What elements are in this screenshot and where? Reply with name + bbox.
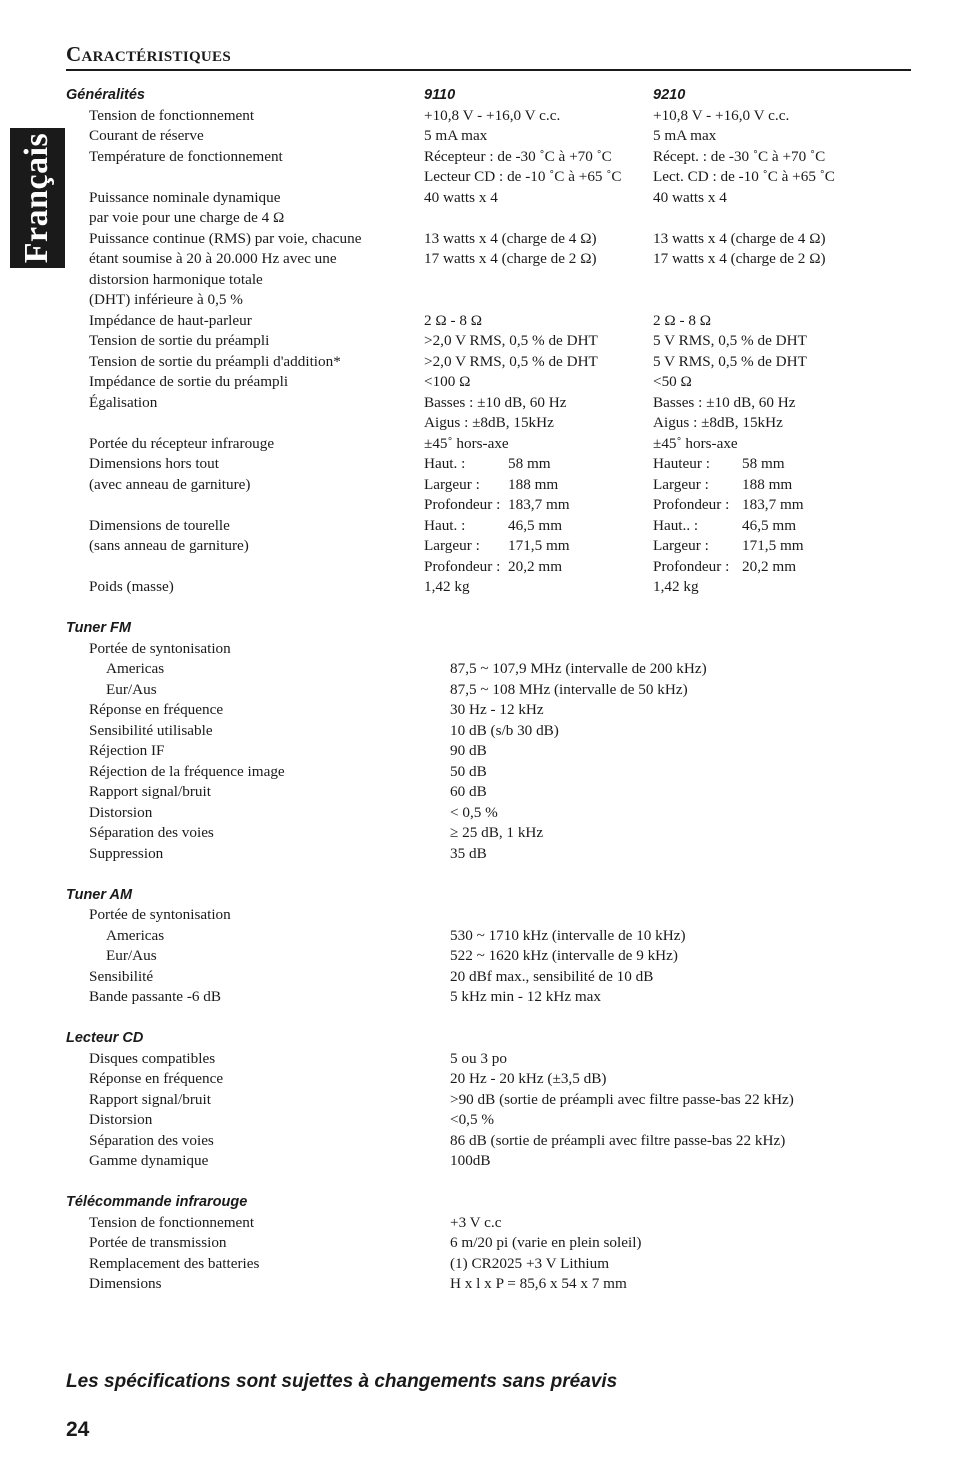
dimension-label: Dimensions de tourelle xyxy=(89,516,230,534)
dimension-row xyxy=(66,536,911,557)
remote-spec-value: H x l x P = 85,6 x 54 x 7 mm xyxy=(450,1275,627,1292)
spec-row xyxy=(66,413,911,434)
spec-row xyxy=(66,188,911,209)
am-spec-row xyxy=(66,967,911,988)
remote-spec-value: (1) CR2025 +3 V Lithium xyxy=(450,1254,610,1272)
am-spec-value: 530 ~ 1710 kHz (intervalle de 10 kHz) xyxy=(450,926,686,944)
dimension-value-9210: 20,2 mm xyxy=(742,557,797,575)
spec-row xyxy=(66,270,911,291)
specifications-notice: Les spécifications sont sujettes à changements sans préavis xyxy=(66,1371,618,1392)
spec-value-9210: Récept. : de -30 ˚C à +70 ˚C xyxy=(653,147,826,165)
spec-label: Tension de fonctionnement xyxy=(89,106,255,124)
weight-row xyxy=(66,577,911,598)
dimension-value-9110: 183,7 mm xyxy=(508,496,570,513)
spec-label: Égalisation xyxy=(89,393,158,411)
dimension-key-9110: Largeur : xyxy=(424,475,480,493)
am-spec-row xyxy=(66,926,911,947)
spec-value-9210: Basses : ±10 dB, 60 Hz xyxy=(653,393,796,411)
spec-row xyxy=(66,249,911,270)
am-spec-value: 522 ~ 1620 kHz (intervalle de 9 kHz) xyxy=(450,947,678,964)
cd-spec-label: Séparation des voies xyxy=(89,1131,214,1149)
remote-spec-row xyxy=(66,1274,911,1295)
cd-spec-label: Rapport signal/bruit xyxy=(89,1090,211,1108)
cd-section-header xyxy=(66,1028,911,1049)
spec-value-9110: >2,0 V RMS, 0,5 % de DHT xyxy=(424,352,598,370)
am-spec-label: Sensibilité xyxy=(89,967,154,985)
dimension-label: (avec anneau de garniture) xyxy=(89,475,251,493)
dimension-key-9210: Profondeur : xyxy=(653,557,730,575)
cd-spec-row xyxy=(66,1069,911,1090)
spec-label: Puissance continue (RMS) par voie, chacune xyxy=(89,229,362,247)
fm-spec-row xyxy=(66,700,911,721)
am-spec-value: 5 kHz min - 12 kHz max xyxy=(450,988,601,1005)
spec-value-9210: Aigus : ±8dB, 15kHz xyxy=(653,414,783,431)
fm-spec-label: Eur/Aus xyxy=(106,680,157,698)
cd-spec-label: Disques compatibles xyxy=(89,1049,216,1067)
remote-rows xyxy=(66,1213,911,1295)
spec-value-9210: ±45˚ hors-axe xyxy=(653,434,738,452)
remote-spec-row xyxy=(66,1254,911,1275)
spec-value-9210: +10,8 V - +16,0 V c.c. xyxy=(653,106,790,124)
spec-label: étant soumise à 20 à 20.000 Hz avec une xyxy=(89,250,337,267)
spec-label: Courant de réserve xyxy=(89,127,204,144)
spec-value-9110: 17 watts x 4 (charge de 2 Ω) xyxy=(424,250,597,267)
fm-spec-label: Réjection IF xyxy=(89,742,165,759)
spec-row xyxy=(66,290,911,311)
dimension-label: (sans anneau de garniture) xyxy=(89,537,249,554)
spec-value-9110: ±45˚ hors-axe xyxy=(424,434,509,452)
cd-rows xyxy=(66,1049,911,1172)
spec-value-9110: 2 Ω - 8 Ω xyxy=(424,311,483,329)
page-title: Caractéristiques xyxy=(66,42,232,66)
am-spec-row xyxy=(66,905,911,926)
dimension-key-9210: Largeur : xyxy=(653,537,709,554)
dimension-row xyxy=(66,454,911,475)
dimension-value-9210: 183,7 mm xyxy=(742,496,804,513)
fm-spec-label: Séparation des voies xyxy=(89,824,214,841)
spec-value-9210: Lect. CD : de -10 ˚C à +65 ˚C xyxy=(653,168,835,185)
dimension-key-9110: Profondeur : xyxy=(424,496,501,513)
am-section-header xyxy=(66,885,911,906)
fm-section-title: Tuner FM xyxy=(66,620,131,636)
dimension-row xyxy=(66,557,911,578)
remote-spec-row xyxy=(66,1233,911,1254)
fm-spec-row xyxy=(66,741,911,762)
fm-spec-row xyxy=(66,639,911,660)
spec-row xyxy=(66,352,911,373)
dimension-key-9110: Largeur : xyxy=(424,537,480,554)
remote-spec-value: +3 V c.c xyxy=(450,1213,502,1231)
spec-value-9110: <100 Ω xyxy=(424,373,471,390)
fm-spec-label: Americas xyxy=(106,660,165,677)
language-label: Français xyxy=(18,132,55,264)
general-rows xyxy=(66,106,911,455)
page-number: 24 xyxy=(66,1418,90,1441)
language-side-tab xyxy=(10,128,65,268)
fm-spec-row xyxy=(66,659,911,680)
fm-spec-row xyxy=(66,680,911,701)
spec-label: Tension de sortie du préampli xyxy=(89,332,270,349)
fm-spec-label: Suppression xyxy=(89,844,164,862)
spec-value-9210: 40 watts x 4 xyxy=(653,188,727,206)
spec-row xyxy=(66,208,911,229)
remote-spec-label: Tension de fonctionnement xyxy=(89,1213,255,1231)
dimension-key-9110: Haut. : xyxy=(424,516,466,534)
spec-label: Puissance nominale dynamique xyxy=(89,188,281,206)
fm-spec-row xyxy=(66,762,911,783)
spec-value-9110: 5 mA max xyxy=(424,127,488,144)
spacer xyxy=(66,1172,911,1193)
cd-spec-row xyxy=(66,1131,911,1152)
cd-spec-value: <0,5 % xyxy=(450,1111,494,1128)
cd-spec-label: Distorsion xyxy=(89,1111,153,1128)
dimension-value-9210: 171,5 mm xyxy=(742,537,804,554)
spec-row xyxy=(66,393,911,414)
am-spec-row xyxy=(66,987,911,1008)
spec-value-9210: 2 Ω - 8 Ω xyxy=(653,311,712,329)
am-spec-label: Eur/Aus xyxy=(106,947,157,964)
spec-value-9210: 17 watts x 4 (charge de 2 Ω) xyxy=(653,250,826,267)
title-rule xyxy=(66,69,911,71)
spec-value-9210: 5 V RMS, 0,5 % de DHT xyxy=(653,332,807,349)
fm-spec-label: Distorsion xyxy=(89,803,153,821)
spec-value-9110: Récepteur : de -30 ˚C à +70 ˚C xyxy=(424,147,612,165)
weight-value-9210: 1,42 kg xyxy=(653,578,699,595)
general-section-title: Généralités xyxy=(66,87,145,103)
spacer xyxy=(66,1008,911,1029)
spec-row xyxy=(66,147,911,168)
dimension-row xyxy=(66,516,911,537)
fm-spec-value: < 0,5 % xyxy=(450,803,498,821)
general-header-row xyxy=(66,85,911,106)
fm-spec-value: ≥ 25 dB, 1 kHz xyxy=(450,824,544,841)
cd-section-title: Lecteur CD xyxy=(66,1030,144,1046)
remote-spec-label: Portée de transmission xyxy=(89,1234,227,1251)
spec-label: Température de fonctionnement xyxy=(89,147,283,165)
dimension-row xyxy=(66,475,911,496)
spec-row xyxy=(66,167,911,188)
remote-section-title: Télécommande infrarouge xyxy=(66,1194,248,1210)
spec-row xyxy=(66,126,911,147)
weight-value-9110: 1,42 kg xyxy=(424,578,470,595)
cd-spec-row xyxy=(66,1090,911,1111)
cd-spec-value: >90 dB (sortie de préampli avec filtre passe-bas 22 kHz) xyxy=(450,1090,794,1108)
fm-spec-row xyxy=(66,721,911,742)
remote-spec-value: 6 m/20 pi (varie en plein soleil) xyxy=(450,1234,642,1251)
spec-value-9210: <50 Ω xyxy=(653,373,692,390)
fm-spec-value: 30 Hz - 12 kHz xyxy=(450,701,544,718)
am-spec-label: Americas xyxy=(106,926,165,944)
cd-spec-value: 20 Hz - 20 kHz (±3,5 dB) xyxy=(450,1070,607,1087)
dimension-value-9210: 58 mm xyxy=(742,455,785,472)
spec-value-9110: Aigus : ±8dB, 15kHz xyxy=(424,414,554,431)
dimension-value-9110: 188 mm xyxy=(508,475,559,493)
fm-spec-label: Sensibilité utilisable xyxy=(89,721,213,739)
am-spec-row xyxy=(66,946,911,967)
fm-spec-row xyxy=(66,803,911,824)
cd-spec-row xyxy=(66,1049,911,1070)
remote-section-header xyxy=(66,1192,911,1213)
fm-spec-value: 60 dB xyxy=(450,783,487,800)
dimension-key-9210: Haut.. : xyxy=(653,516,699,534)
fm-spec-value: 87,5 ~ 107,9 MHz (intervalle de 200 kHz) xyxy=(450,660,707,677)
am-section-title: Tuner AM xyxy=(66,886,133,903)
spec-value-9110: +10,8 V - +16,0 V c.c. xyxy=(424,106,561,124)
spec-value-9210: 13 watts x 4 (charge de 4 Ω) xyxy=(653,229,826,247)
cd-spec-label: Gamme dynamique xyxy=(89,1152,209,1169)
spec-value-9110: 13 watts x 4 (charge de 4 Ω) xyxy=(424,229,597,247)
spec-label: (DHT) inférieure à 0,5 % xyxy=(89,291,243,308)
cd-spec-row xyxy=(66,1110,911,1131)
fm-spec-label: Réponse en fréquence xyxy=(89,701,224,718)
model-9210-header: 9210 xyxy=(653,87,686,103)
dimension-label: Dimensions hors tout xyxy=(89,455,219,472)
cd-spec-label: Réponse en fréquence xyxy=(89,1070,224,1087)
cd-spec-value: 5 ou 3 po xyxy=(450,1049,507,1067)
spec-row xyxy=(66,106,911,127)
spec-value-9110: 40 watts x 4 xyxy=(424,188,498,206)
dimension-key-9110: Haut. : xyxy=(424,455,466,472)
fm-spec-value: 90 dB xyxy=(450,742,487,759)
am-spec-value: 20 dBf max., sensibilité de 10 dB xyxy=(450,967,654,985)
spec-row xyxy=(66,434,911,455)
dimension-value-9110: 20,2 mm xyxy=(508,557,563,575)
fm-spec-row xyxy=(66,823,911,844)
spec-row xyxy=(66,331,911,352)
am-rows xyxy=(66,905,911,1008)
fm-spec-label: Rapport signal/bruit xyxy=(89,783,211,800)
fm-spec-row xyxy=(66,782,911,803)
spec-label: distorsion harmonique totale xyxy=(89,270,263,288)
fm-spec-value: 35 dB xyxy=(450,844,487,862)
remote-spec-row xyxy=(66,1213,911,1234)
fm-section-header xyxy=(66,618,911,639)
spec-label: par voie pour une charge de 4 Ω xyxy=(89,209,285,226)
spacer xyxy=(66,598,911,619)
spec-value-9110: >2,0 V RMS, 0,5 % de DHT xyxy=(424,332,598,349)
fm-spec-label: Portée de syntonisation xyxy=(89,639,231,657)
dimension-value-9210: 46,5 mm xyxy=(742,516,797,534)
cd-spec-value: 100dB xyxy=(450,1152,491,1169)
spec-value-9210: 5 V RMS, 0,5 % de DHT xyxy=(653,352,807,370)
spec-label: Impédance de haut-parleur xyxy=(89,311,252,329)
spec-row xyxy=(66,372,911,393)
spec-row xyxy=(66,311,911,332)
spec-value-9210: 5 mA max xyxy=(653,127,717,144)
fm-spec-row xyxy=(66,844,911,865)
spacer xyxy=(66,864,911,885)
spec-value-9110: Lecteur CD : de -10 ˚C à +65 ˚C xyxy=(424,168,622,185)
dimension-key-9110: Profondeur : xyxy=(424,557,501,575)
weight-label: Poids (masse) xyxy=(89,578,174,595)
am-spec-label: Bande passante -6 dB xyxy=(89,988,222,1005)
spec-value-9110: Basses : ±10 dB, 60 Hz xyxy=(424,393,567,411)
dimension-value-9110: 46,5 mm xyxy=(508,516,563,534)
model-9110-header: 9110 xyxy=(424,87,456,103)
fm-spec-value: 50 dB xyxy=(450,762,487,780)
remote-spec-label: Dimensions xyxy=(89,1275,162,1292)
spec-label: Portée du récepteur infrarouge xyxy=(89,434,275,452)
spec-row xyxy=(66,229,911,250)
spec-label: Tension de sortie du préampli d'addition* xyxy=(89,352,341,370)
fm-rows xyxy=(66,639,911,865)
dimension-value-9110: 171,5 mm xyxy=(508,537,570,554)
spec-label: Impédance de sortie du préampli xyxy=(89,373,289,390)
cd-spec-value: 86 dB (sortie de préampli avec filtre passe-bas 22 kHz) xyxy=(450,1131,786,1149)
dimension-key-9210: Largeur : xyxy=(653,475,709,493)
dimension-value-9210: 188 mm xyxy=(742,475,793,493)
remote-spec-label: Remplacement des batteries xyxy=(89,1254,260,1272)
dimension-value-9110: 58 mm xyxy=(508,455,551,472)
am-spec-label: Portée de syntonisation xyxy=(89,906,231,923)
dimension-row xyxy=(66,495,911,516)
cd-spec-row xyxy=(66,1151,911,1172)
dimension-key-9210: Profondeur : xyxy=(653,496,730,513)
fm-spec-label: Réjection de la fréquence image xyxy=(89,762,285,780)
dimension-rows xyxy=(66,454,911,577)
dimension-key-9210: Hauteur : xyxy=(653,455,710,472)
specifications-table xyxy=(66,85,911,1295)
fm-spec-value: 87,5 ~ 108 MHz (intervalle de 50 kHz) xyxy=(450,680,688,698)
fm-spec-value: 10 dB (s/b 30 dB) xyxy=(450,721,559,739)
